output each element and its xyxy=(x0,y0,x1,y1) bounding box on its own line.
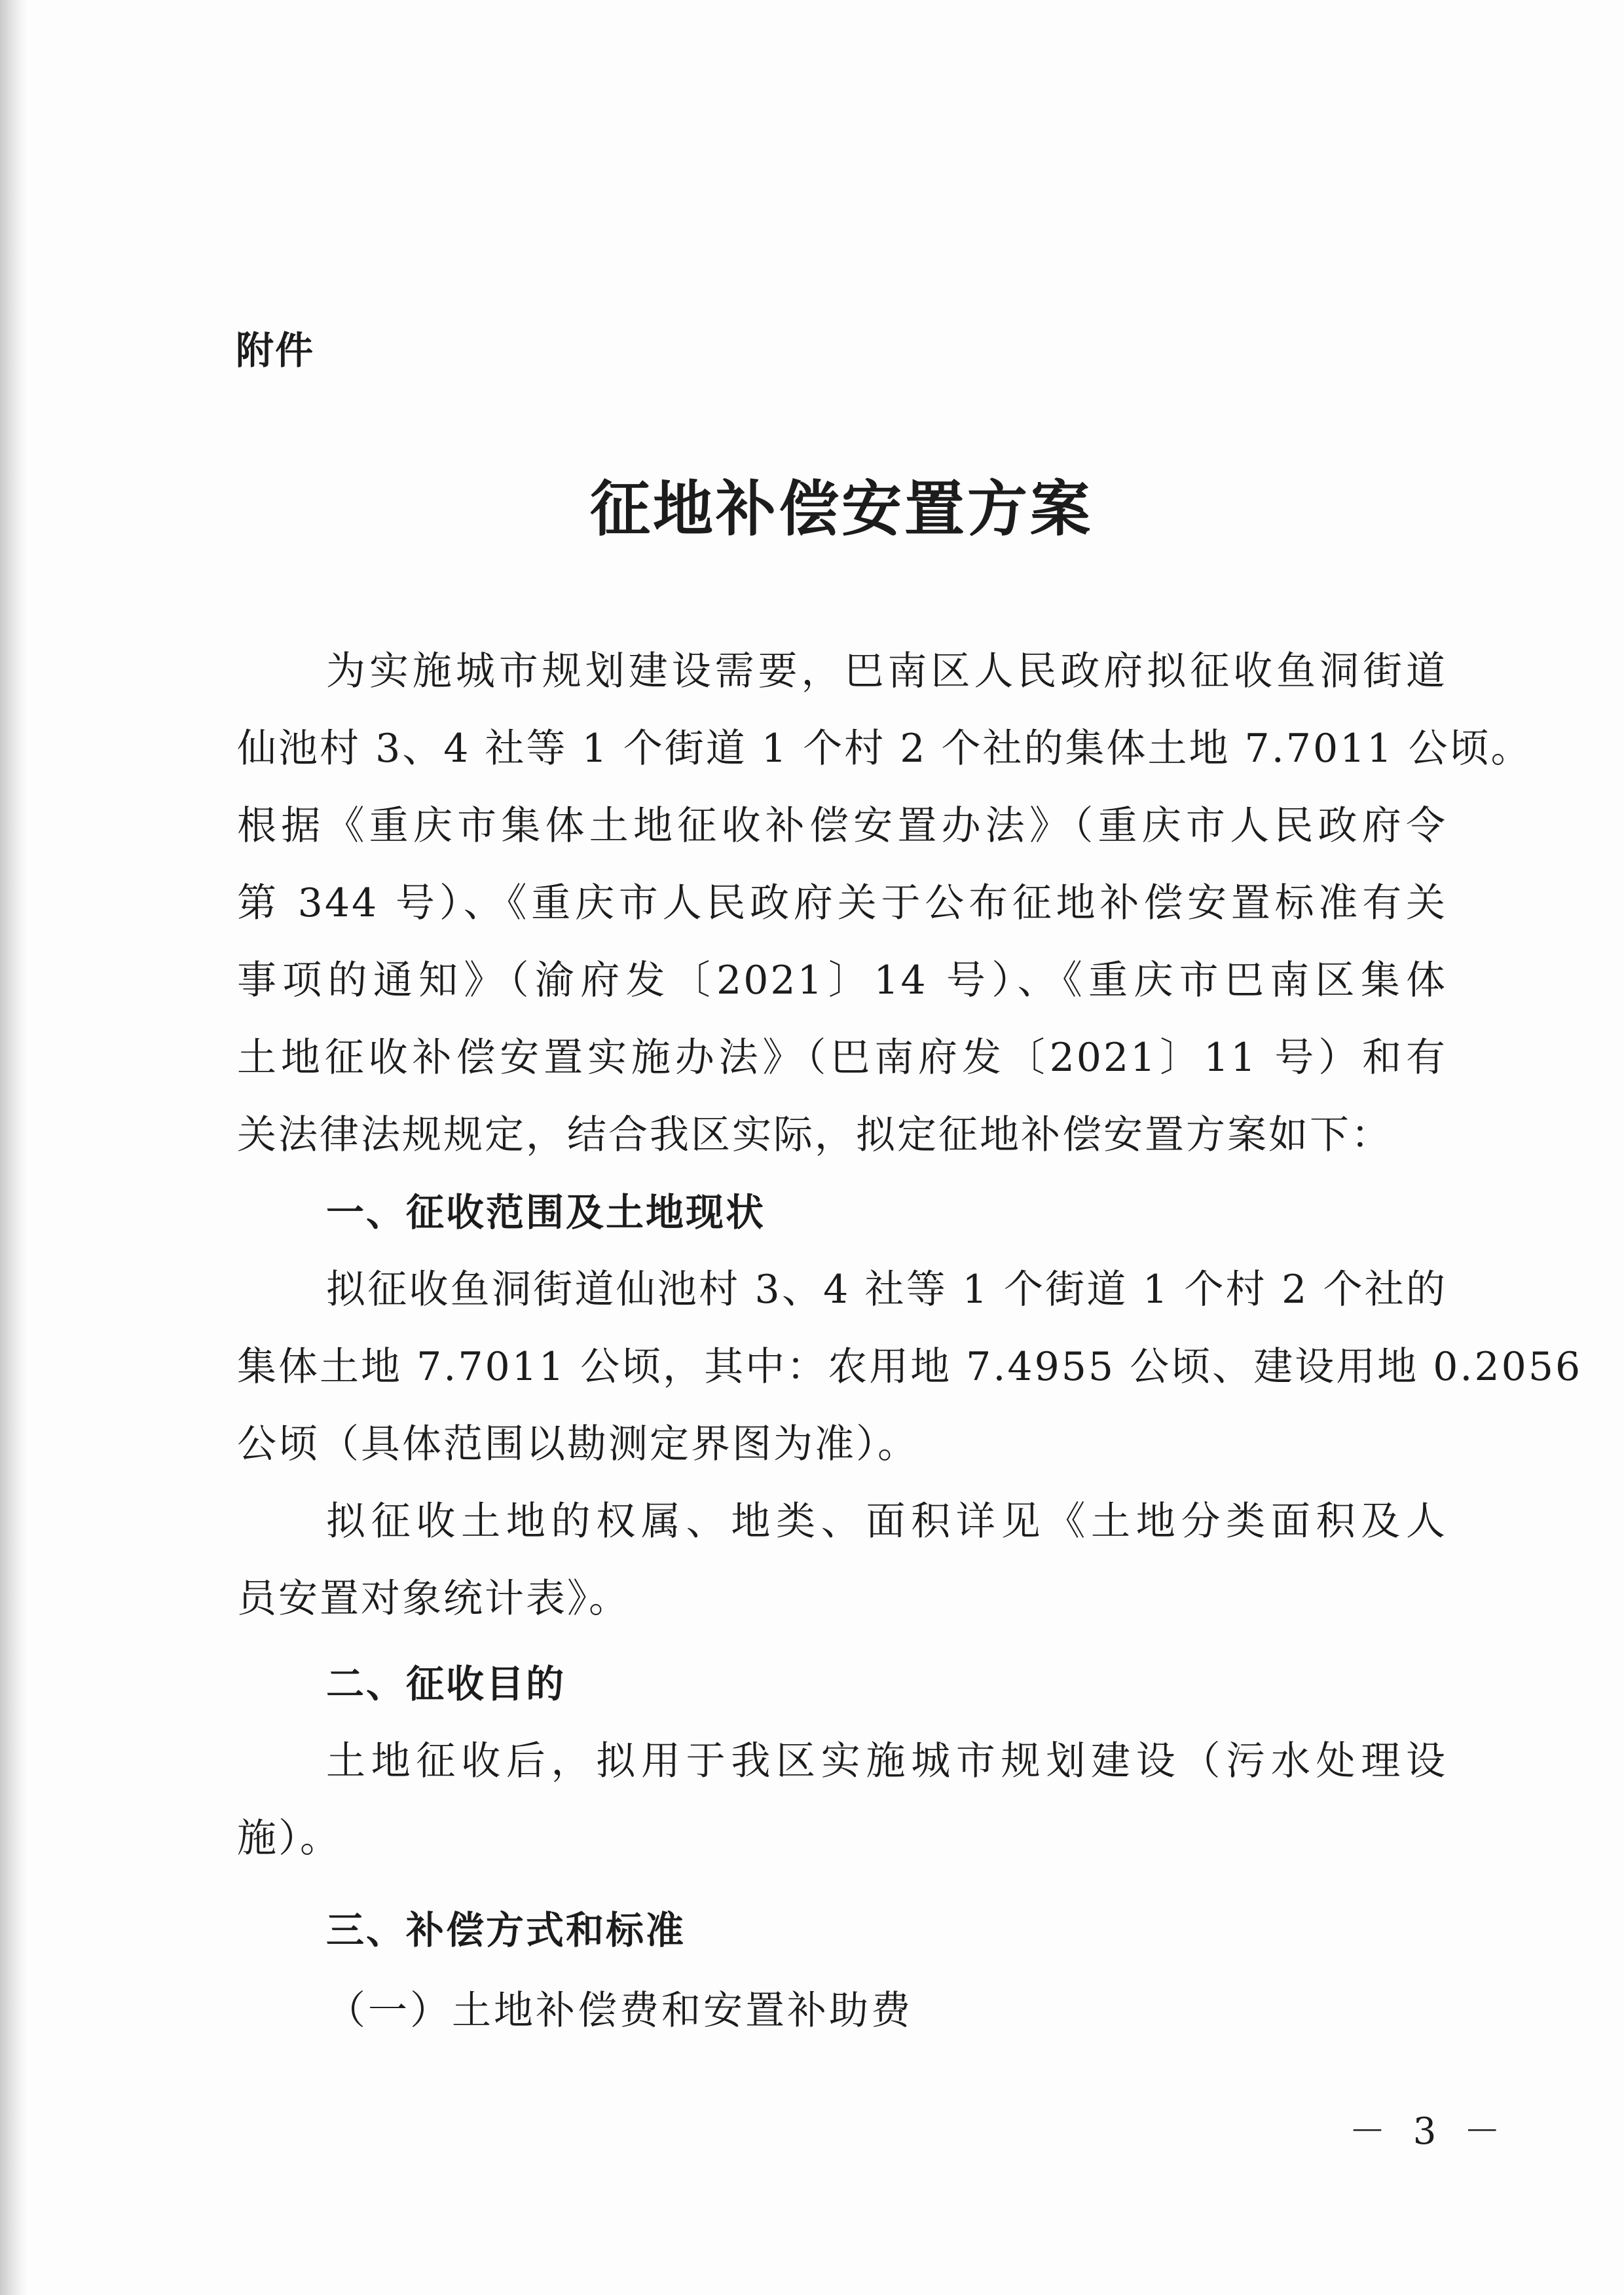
annex-label: 附件 xyxy=(236,328,315,373)
document-title: 征地补偿安置方案 xyxy=(589,474,1093,544)
page-number: － 3 － xyxy=(1349,2110,1509,2153)
text-line: 第 344 号）、《重庆市人民政府关于公布征地补偿安置标准有关 xyxy=(237,880,1447,926)
paragraph-scope xyxy=(237,1251,1583,1483)
subsection-heading-land-compensation: （一）土地补偿费和安置补助费 xyxy=(326,1988,913,2034)
paragraph-purpose xyxy=(237,1723,1447,1877)
paragraph-ownership xyxy=(237,1483,1447,1637)
text-line: 土地征收后，拟用于我区实施城市规划建设（污水处理设 xyxy=(326,1738,1447,1784)
text-line: 仙池村 3、4 社等 1 个街道 1 个村 2 个社的集体土地 7.7011 公顷。 xyxy=(237,726,1532,772)
text-line: 土地征收补偿安置实施办法》（巴南府发〔2021〕11 号）和有 xyxy=(237,1035,1447,1081)
section-heading-scope: 一、征收范围及土地现状 xyxy=(326,1190,766,1235)
scan-binding-edge xyxy=(0,0,28,2295)
text-line: 根据《重庆市集体土地征收补偿安置办法》（重庆市人民政府令 xyxy=(237,803,1447,849)
spacer xyxy=(237,1877,1447,1892)
text-line: 公顷（具体范围以勘测定界图为准）。 xyxy=(237,1421,919,1467)
document-body xyxy=(237,633,1583,2053)
text-line: 集体土地 7.7011 公顷，其中：农用地 7.4955 公顷、建设用地 0.2056 xyxy=(237,1344,1583,1390)
text-line: 拟征收土地的权属、地类、面积详见《土地分类面积及人 xyxy=(326,1499,1447,1544)
text-line: 为实施城市规划建设需要，巴南区人民政府拟征收鱼洞街道 xyxy=(326,648,1447,694)
text-line: 员安置对象统计表》。 xyxy=(237,1576,630,1622)
text-line: 施）。 xyxy=(237,1816,341,1861)
text-line: 事项的通知》（渝府发〔2021〕14 号）、《重庆市巴南区集体 xyxy=(237,958,1447,1003)
text-line: 关法律法规规定，结合我区实际，拟定征地补偿安置方案如下： xyxy=(237,1112,1392,1158)
text-line: 拟征收鱼洞街道仙池村 3、4 社等 1 个街道 1 个村 2 个社的 xyxy=(326,1267,1447,1313)
section-heading-purpose: 二、征收目的 xyxy=(326,1662,566,1706)
spacer xyxy=(237,1637,1447,1645)
paragraph-intro xyxy=(237,633,1532,1174)
section-heading-compensation: 三、补偿方式和标准 xyxy=(326,1908,686,1952)
